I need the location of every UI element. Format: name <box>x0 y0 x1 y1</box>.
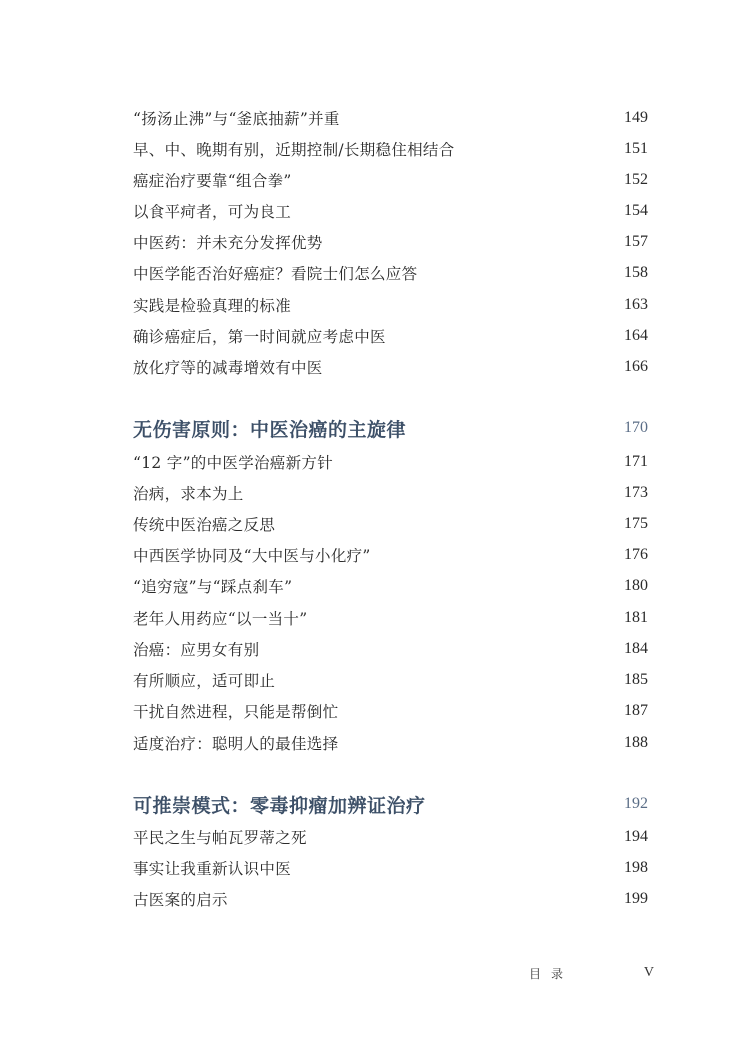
toc-entry <box>133 167 648 193</box>
toc-entry-title: 传统中医治癌之反思 <box>133 516 276 534</box>
toc-entry-page: 158 <box>624 264 648 281</box>
toc-section-title: 无伤害原则：中医治癌的主旋律 <box>133 418 407 441</box>
toc-entry-page: 157 <box>624 233 648 250</box>
footer-page-number: V <box>643 965 654 980</box>
toc-entry-title: “扬汤止沸”与“釜底抽薪”并重 <box>133 110 340 128</box>
toc-entry-page: 175 <box>624 515 648 532</box>
toc-entry-page: 185 <box>624 671 648 688</box>
toc-entry-title: 古医案的启示 <box>133 891 228 909</box>
toc-entry <box>133 824 648 850</box>
toc-entry-page: 149 <box>624 109 648 126</box>
toc-entry-title: 事实让我重新认识中医 <box>133 860 292 878</box>
toc-entry-page: 152 <box>624 171 648 188</box>
toc-entry-page: 163 <box>624 296 648 313</box>
page-footer <box>529 962 654 984</box>
toc-entry-title: “追穷寇”与“踩点刹车” <box>133 578 293 596</box>
toc-entry <box>133 480 648 506</box>
toc-entry-page: 188 <box>624 734 648 751</box>
toc-entry-title: 适度治疗：聪明人的最佳选择 <box>133 735 339 753</box>
toc-entry <box>133 542 648 568</box>
toc-entry-page: 154 <box>624 202 648 219</box>
toc-entry <box>133 855 648 881</box>
toc-entry <box>133 198 648 224</box>
toc-entry-title: 以食平疴者，可为良工 <box>133 203 292 221</box>
toc-entry-title: 干扰自然进程，只能是帮倒忙 <box>133 703 339 721</box>
toc-entry-page: 181 <box>624 609 648 626</box>
toc-entry-page: 151 <box>624 140 648 157</box>
toc-entry <box>133 886 648 912</box>
toc-entry <box>133 260 648 286</box>
toc-entry <box>133 511 648 537</box>
toc-entry <box>133 573 648 599</box>
toc-entry-page: 198 <box>624 859 648 876</box>
toc-entry-title: 老年人用药应“以一当十” <box>133 610 308 628</box>
toc-entry-title: 平民之生与帕瓦罗蒂之死 <box>133 829 307 847</box>
toc-entry-page: 194 <box>624 828 648 845</box>
toc-entry <box>133 636 648 662</box>
toc-entry-page: 173 <box>624 484 648 501</box>
toc-entry <box>133 354 648 380</box>
toc-entry-title: 中医药：并未充分发挥优势 <box>133 234 323 252</box>
toc-entry-page: 164 <box>624 327 648 344</box>
toc-entry <box>133 229 648 255</box>
toc-entry-title: “12 字”的中医学治癌新方针 <box>133 454 333 472</box>
toc-entry-title: 中西医学协同及“大中医与小化疗” <box>133 547 371 565</box>
toc-section-heading <box>133 791 648 817</box>
toc-entry <box>133 449 648 475</box>
toc-entry-page: 176 <box>624 546 648 563</box>
toc-section-title: 可推崇模式：零毒抑瘤加辨证治疗 <box>133 794 426 817</box>
toc-entry <box>133 698 648 724</box>
toc-entry-title: 治病，求本为上 <box>133 485 244 503</box>
toc-entry <box>133 667 648 693</box>
toc-entry <box>133 105 648 131</box>
toc-entry-title: 有所顺应，适可即止 <box>133 672 276 690</box>
toc-entry-page: 166 <box>624 358 648 375</box>
toc-entry-page: 187 <box>624 702 648 719</box>
toc-entry-title: 中医学能否治好癌症？看院士们怎么应答 <box>133 265 418 283</box>
toc-entry-title: 治癌：应男女有别 <box>133 641 260 659</box>
toc-section-heading <box>133 415 648 441</box>
toc-entry-title: 早、中、晚期有别，近期控制/长期稳住相结合 <box>133 141 455 159</box>
toc-entry-page: 171 <box>624 453 648 470</box>
toc-entry <box>133 323 648 349</box>
toc-entry-page: 184 <box>624 640 648 657</box>
footer-section-label: 目录 <box>529 966 574 981</box>
toc-entry <box>133 136 648 162</box>
toc-entry-page: 180 <box>624 577 648 594</box>
toc-entry <box>133 292 648 318</box>
toc-section-page: 192 <box>624 795 648 812</box>
toc-entry <box>133 605 648 631</box>
toc-entry-page: 199 <box>624 890 648 907</box>
toc-section-page: 170 <box>624 419 648 436</box>
toc-entry-title: 确诊癌症后，第一时间就应考虑中医 <box>133 328 386 346</box>
toc-entry-title: 实践是检验真理的标准 <box>133 297 292 315</box>
toc-entry-title: 放化疗等的减毒增效有中医 <box>133 359 323 377</box>
toc-entry <box>133 730 648 756</box>
toc-entry-title: 癌症治疗要靠“组合拳” <box>133 172 292 190</box>
